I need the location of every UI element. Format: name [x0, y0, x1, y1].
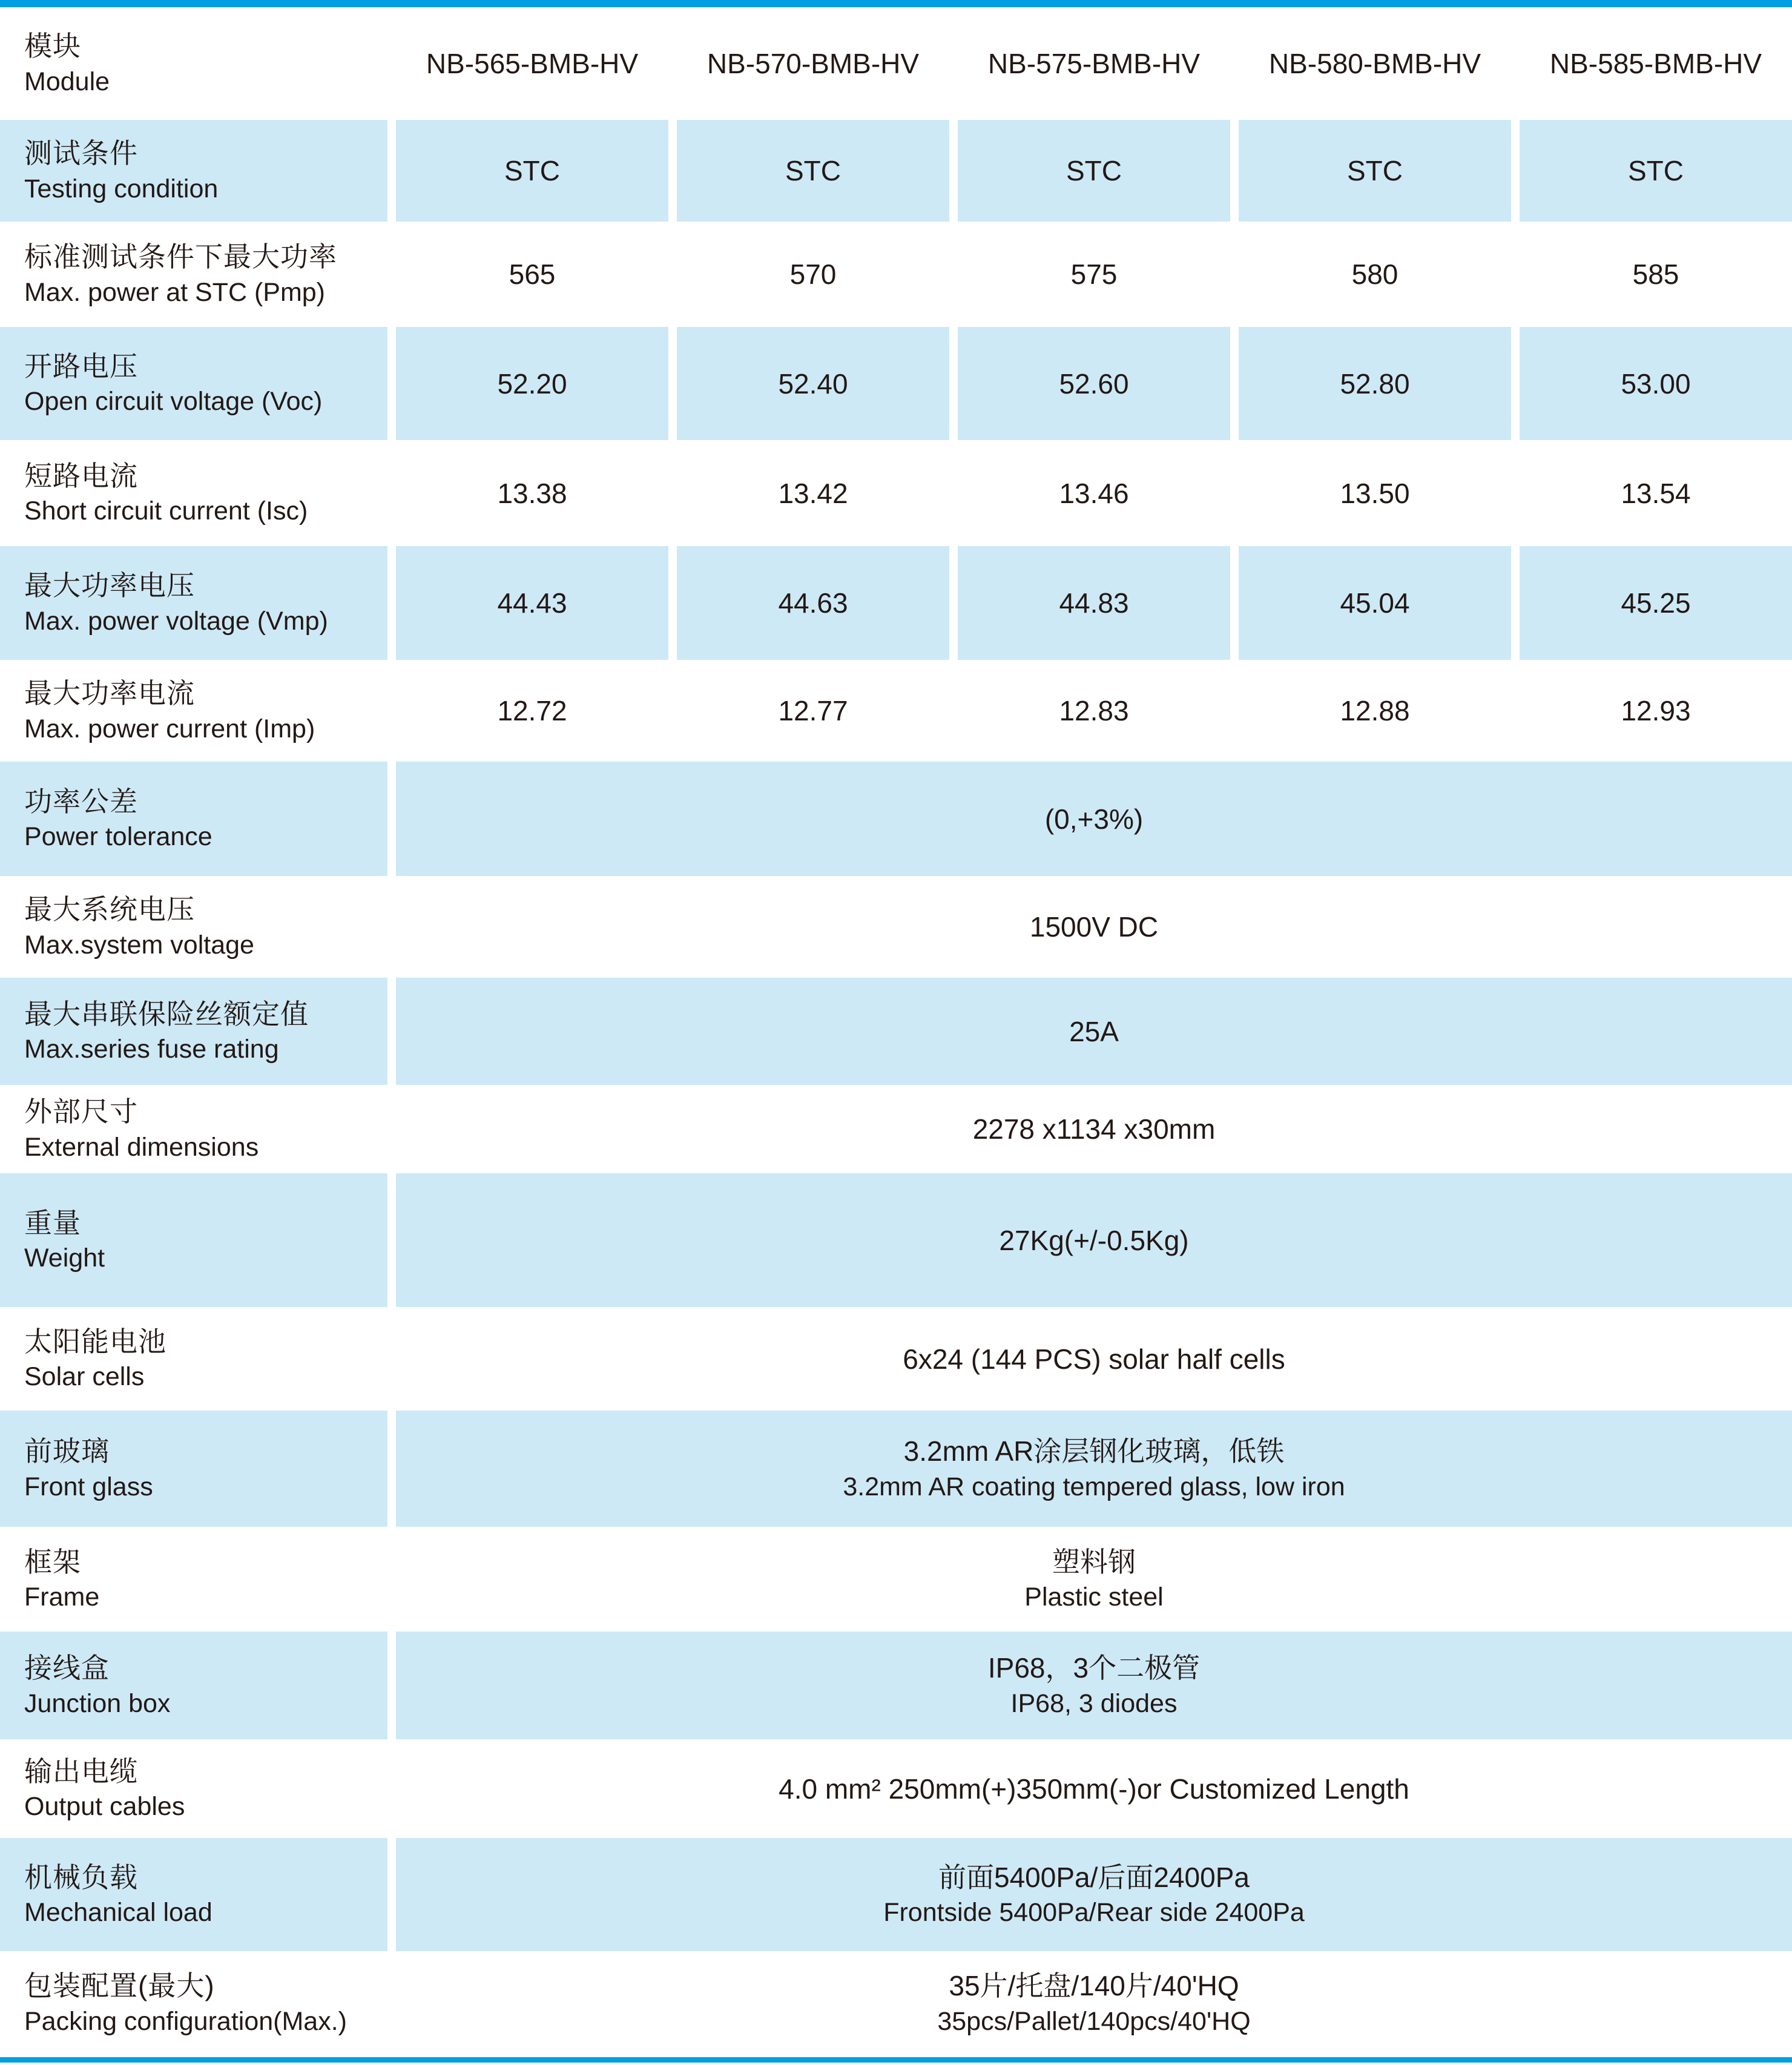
- row-label-en: Frame: [24, 1583, 100, 1612]
- table-row-output-cables: [0, 1739, 1792, 1838]
- row-label: [0, 327, 387, 440]
- table-row-fuse-rating: [0, 978, 1792, 1085]
- value-cell: 570: [789, 259, 837, 290]
- value-cell: 52.20: [396, 327, 668, 440]
- table-row-voc: [0, 327, 1792, 440]
- row-label-zh: 测试条件: [24, 137, 138, 170]
- value-cell: 45.25: [1520, 546, 1792, 660]
- row-label: [0, 1307, 387, 1411]
- row-label: [0, 1632, 387, 1739]
- table-row-frame: [0, 1527, 1792, 1632]
- row-label-en: Output cables: [24, 1792, 185, 1822]
- bottom-accent-bar: [0, 2057, 1792, 2063]
- value-cell: 12.77: [778, 695, 848, 726]
- value-line-zh: IP68，3个二极管: [987, 1652, 1201, 1684]
- row-label-zh: 最大系统电压: [24, 894, 195, 926]
- value-cell: 12.88: [1340, 695, 1410, 726]
- column-header-cell: NB-580-BMB-HV: [1268, 48, 1481, 79]
- value-cell: 580: [1351, 259, 1398, 290]
- table-row-system-voltage: [0, 876, 1792, 978]
- row-label: [0, 876, 387, 978]
- merged-value-cell: 6x24 (144 PCS) solar half cells: [903, 1343, 1285, 1375]
- value-cell: 12.72: [497, 695, 567, 726]
- value-cell: 52.60: [958, 327, 1230, 440]
- table-row-dimensions: [0, 1085, 1792, 1173]
- column-header-cell: NB-575-BMB-HV: [987, 48, 1201, 79]
- row-label: [0, 978, 387, 1085]
- top-accent-bar: [0, 0, 1792, 7]
- column-header-cell: NB-565-BMB-HV: [426, 48, 639, 79]
- row-label-zh: 太阳能电池: [24, 1325, 166, 1357]
- merged-value-cell: 25A: [396, 978, 1792, 1085]
- row-label-en: External dimensions: [24, 1132, 259, 1162]
- row-label-zh: 前玻璃: [24, 1435, 110, 1467]
- table-row-testing-condition: [0, 120, 1792, 222]
- row-label-en: Testing condition: [24, 174, 219, 203]
- value-cell: 44.83: [958, 546, 1230, 660]
- value-cell: STC: [396, 120, 668, 222]
- row-label: [0, 7, 387, 120]
- row-label-en: Max.system voltage: [24, 930, 254, 960]
- table-row-pmp: [0, 222, 1792, 327]
- value-line-zh: 塑料钢: [1052, 1546, 1136, 1578]
- merged-value-cell: 27Kg(+/-0.5Kg): [396, 1173, 1792, 1307]
- value-cell: 45.04: [1239, 546, 1511, 660]
- merged-value-cell: [396, 1632, 1792, 1739]
- table-row-module: [0, 7, 1792, 120]
- row-label-zh: 最大串联保险丝额定值: [24, 998, 309, 1030]
- row-label-en: Solar cells: [24, 1362, 145, 1392]
- row-label-zh: 最大功率电压: [24, 570, 195, 602]
- value-cell: 13.38: [497, 477, 567, 509]
- value-cell: 44.63: [677, 546, 949, 660]
- row-label: [0, 1085, 387, 1173]
- value-cell: 12.93: [1621, 695, 1691, 726]
- column-header-cell: NB-585-BMB-HV: [1549, 48, 1762, 79]
- merged-value-cell: [396, 1527, 1792, 1632]
- value-cell: 13.54: [1621, 477, 1691, 509]
- row-label-en: Max. power voltage (Vmp): [24, 606, 328, 636]
- table-row-power-tolerance: [0, 762, 1792, 876]
- merged-value-cell: 1500V DC: [1029, 911, 1159, 943]
- value-line-en: Frontside 5400Pa/Rear side 2400Pa: [883, 1898, 1305, 1928]
- table-row-front-glass: [0, 1411, 1792, 1527]
- value-cell: 13.50: [1340, 477, 1410, 509]
- row-label-en: Front glass: [24, 1472, 153, 1501]
- merged-value-cell: 2278 x1134 x30mm: [972, 1113, 1216, 1145]
- value-cell: 585: [1632, 259, 1679, 290]
- value-cell: 52.80: [1239, 327, 1511, 440]
- row-label-zh: 框架: [24, 1546, 81, 1578]
- table-row-solar-cells: [0, 1307, 1792, 1411]
- row-label-zh: 功率公差: [24, 785, 138, 817]
- value-cell: STC: [677, 120, 949, 222]
- row-label-zh: 包装配置(最大): [24, 1970, 215, 2002]
- row-label-en: Power tolerance: [24, 822, 212, 852]
- table-row-isc: [0, 440, 1792, 546]
- row-label: [0, 1739, 387, 1838]
- value-line-en: Plastic steel: [1024, 1583, 1164, 1612]
- value-cell: 12.83: [1059, 695, 1129, 726]
- merged-value-cell: 4.0 mm² 250mm(+)350mm(-)or Customized Length: [779, 1773, 1409, 1805]
- table-row-weight: [0, 1173, 1792, 1307]
- row-label-zh: 机械负载: [24, 1861, 138, 1893]
- value-line-zh: 35片/托盘/140片/40'HQ: [949, 1970, 1239, 2002]
- row-label-en: Module: [24, 67, 110, 96]
- value-line-en: IP68, 3 diodes: [1010, 1688, 1178, 1718]
- row-label: [0, 222, 387, 327]
- row-label-zh: 输出电缆: [24, 1755, 138, 1787]
- value-cell: 575: [1070, 259, 1118, 290]
- row-label: [0, 1173, 387, 1307]
- row-label: [0, 120, 387, 222]
- row-label-zh: 模块: [24, 30, 81, 62]
- row-label-zh: 最大功率电流: [24, 677, 195, 710]
- value-cell: 52.40: [677, 327, 949, 440]
- value-cell: 44.43: [396, 546, 668, 660]
- row-label-zh: 外部尺寸: [24, 1096, 138, 1128]
- row-label-zh: 重量: [24, 1207, 81, 1239]
- value-line-en: 3.2mm AR coating tempered glass, low iron: [843, 1472, 1345, 1501]
- row-label: [0, 1527, 387, 1632]
- row-label: [0, 660, 387, 762]
- row-label-en: Mechanical load: [24, 1898, 212, 1928]
- row-label-zh: 标准测试条件下最大功率: [24, 241, 337, 273]
- table-row-packing: [0, 1951, 1792, 2055]
- value-cell: 13.42: [778, 477, 848, 509]
- value-cell: STC: [958, 120, 1230, 222]
- table-row-imp: [0, 660, 1792, 762]
- value-cell: 13.46: [1059, 477, 1129, 509]
- spec-table: [0, 7, 1792, 2055]
- row-label: [0, 1951, 387, 2055]
- row-label-zh: 开路电压: [24, 350, 138, 382]
- row-label-en: Weight: [24, 1243, 105, 1273]
- row-label-en: Open circuit voltage (Voc): [24, 387, 323, 417]
- value-cell: 565: [509, 259, 556, 290]
- row-label-en: Short circuit current (Isc): [24, 496, 308, 526]
- merged-value-cell: [396, 1411, 1792, 1527]
- value-line-zh: 前面5400Pa/后面2400Pa: [938, 1861, 1250, 1893]
- row-label-en: Packing configuration(Max.): [24, 2006, 347, 2036]
- row-label-en: Max.series fuse rating: [24, 1035, 279, 1064]
- row-label-zh: 接线盒: [24, 1652, 110, 1684]
- row-label: [0, 762, 387, 876]
- row-label: [0, 546, 387, 660]
- merged-value-cell: (0,+3%): [396, 762, 1792, 876]
- table-row-vmp: [0, 546, 1792, 660]
- row-label: [0, 440, 387, 546]
- row-label-en: Junction box: [24, 1688, 171, 1718]
- table-row-mechanical-load: [0, 1838, 1792, 1951]
- value-line-zh: 3.2mm AR涂层钢化玻璃，低铁: [903, 1435, 1285, 1467]
- value-cell: STC: [1520, 120, 1792, 222]
- value-cell: 53.00: [1520, 327, 1792, 440]
- column-header-cell: NB-570-BMB-HV: [707, 48, 920, 79]
- value-line-en: 35pcs/Pallet/140pcs/40'HQ: [937, 2006, 1251, 2036]
- row-label-zh: 短路电流: [24, 459, 138, 492]
- merged-value-cell: [396, 1951, 1792, 2055]
- row-label-en: Max. power at STC (Pmp): [24, 277, 325, 307]
- row-label: [0, 1411, 387, 1527]
- row-label-en: Max. power current (Imp): [24, 714, 315, 743]
- table-row-junction-box: [0, 1632, 1792, 1739]
- value-cell: STC: [1239, 120, 1511, 222]
- merged-value-cell: [396, 1838, 1792, 1951]
- row-label: [0, 1838, 387, 1951]
